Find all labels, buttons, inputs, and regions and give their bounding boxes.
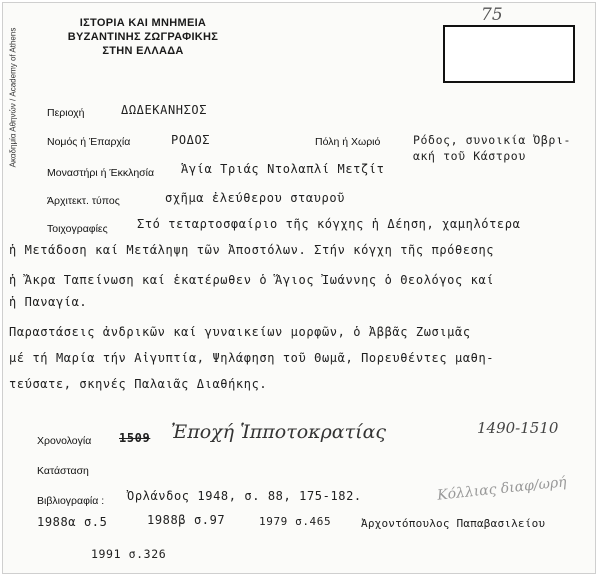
bib-line-3: 1991 σ.326 <box>91 547 167 561</box>
label-bibliography: Βιβλιογραφία : <box>37 495 105 507</box>
dating-years: 1490-1510 <box>477 419 559 437</box>
label-prefecture: Νομός ή Έπαρχία <box>47 136 131 148</box>
value-city-2: ακή τοῦ Κάστρου <box>413 149 526 163</box>
murals-line-7: τεύσατε, σκηνές Παλαιᾶς Διαθήκης. <box>9 377 268 391</box>
value-region: ΔΩΔΕΚΑΝΗΣΟΣ <box>121 103 208 117</box>
header-line-2: ΒΥΖΑΝΤΙΝΗΣ ΖΩΓΡΑΦΙΚΗΣ <box>67 31 219 43</box>
index-card <box>2 2 596 574</box>
murals-line-5: Παραστάσεις ἀνδρικῶν καί γυναικείων μορφῶν, ὁ Ἀββᾶς Ζωσιμᾶς <box>9 325 471 339</box>
dating-struck: 1509 <box>119 431 151 445</box>
bib-2d: Ἀρχοντόπουλος Παπαβασιλείου <box>361 517 546 530</box>
card-number: 75 <box>481 5 503 25</box>
label-region: Περιοχή <box>47 107 85 119</box>
label-murals: Τοιχογραφίες <box>47 223 108 235</box>
label-condition: Κατάσταση <box>37 465 89 477</box>
bib-handwritten: Κόλλιας διαφ/ωρή <box>436 474 568 504</box>
value-prefecture: ΡΟΔΟΣ <box>171 133 211 147</box>
header-line-3: ΣΤΗΝ ΕΛΛΑΔΑ <box>102 45 184 57</box>
bib-2b: 1988β σ.97 <box>147 513 226 527</box>
murals-line-1: Στό τεταρτοσφαίριο τῆς κόγχης ἡ Δέηση, χαμηλότερα <box>137 217 521 231</box>
header-line-1: ΙΣΤΟΡΙΑ ΚΑΙ ΜΝΗΜΕΙΑ <box>79 17 207 29</box>
value-arch-type: σχῆμα ἐλεύθερου σταυροῦ <box>165 191 345 205</box>
dating-handwritten: Ἐποχή Ἱπποτοκρατίας <box>171 421 387 443</box>
label-arch-type: Άρχιτεκτ. τύπος <box>47 195 120 207</box>
value-city-1: Ρόδος, συνοικία Ὀβρι- <box>413 133 571 147</box>
murals-line-4: ἡ Παναγία. <box>9 295 88 309</box>
bib-2a: 1988α σ.5 <box>37 515 108 529</box>
label-dating: Χρονολογία <box>37 435 92 447</box>
label-monastery: Μοναστήρι ή Έκκλησία <box>47 167 155 179</box>
bib-2c: 1979 σ.465 <box>259 515 332 528</box>
murals-line-2: ἡ Μετάδοση καί Μετάληψη τῶν Ἀποστόλων. Στήν κόγχη τῆς πρόθεσης <box>9 243 495 257</box>
murals-line-6: μέ τή Μαρία τήν Αἰγυπτία, Ψηλάφηση τοῦ Θωμᾶ, Πορευθέντες μαθη- <box>9 351 495 365</box>
bib-line-1: Ὀρλάνδος 1948, σ. 88, 175-182. <box>127 489 362 503</box>
murals-line-3: ἡ Ἄκρα Ταπείνωση καί ἑκατέρωθεν ὁ Ἅγιος Ἰωάννης ὁ Θεολόγος καί <box>9 273 495 287</box>
side-watermark: Ακαδημία Αθηνών / Academy of Athens <box>8 27 18 168</box>
value-monastery: Ἁγία Τριάς Ντολαπλί Μετζίτ <box>181 162 385 176</box>
stamp-box <box>443 25 575 83</box>
label-city: Πόλη ή Χωριό <box>315 136 381 148</box>
